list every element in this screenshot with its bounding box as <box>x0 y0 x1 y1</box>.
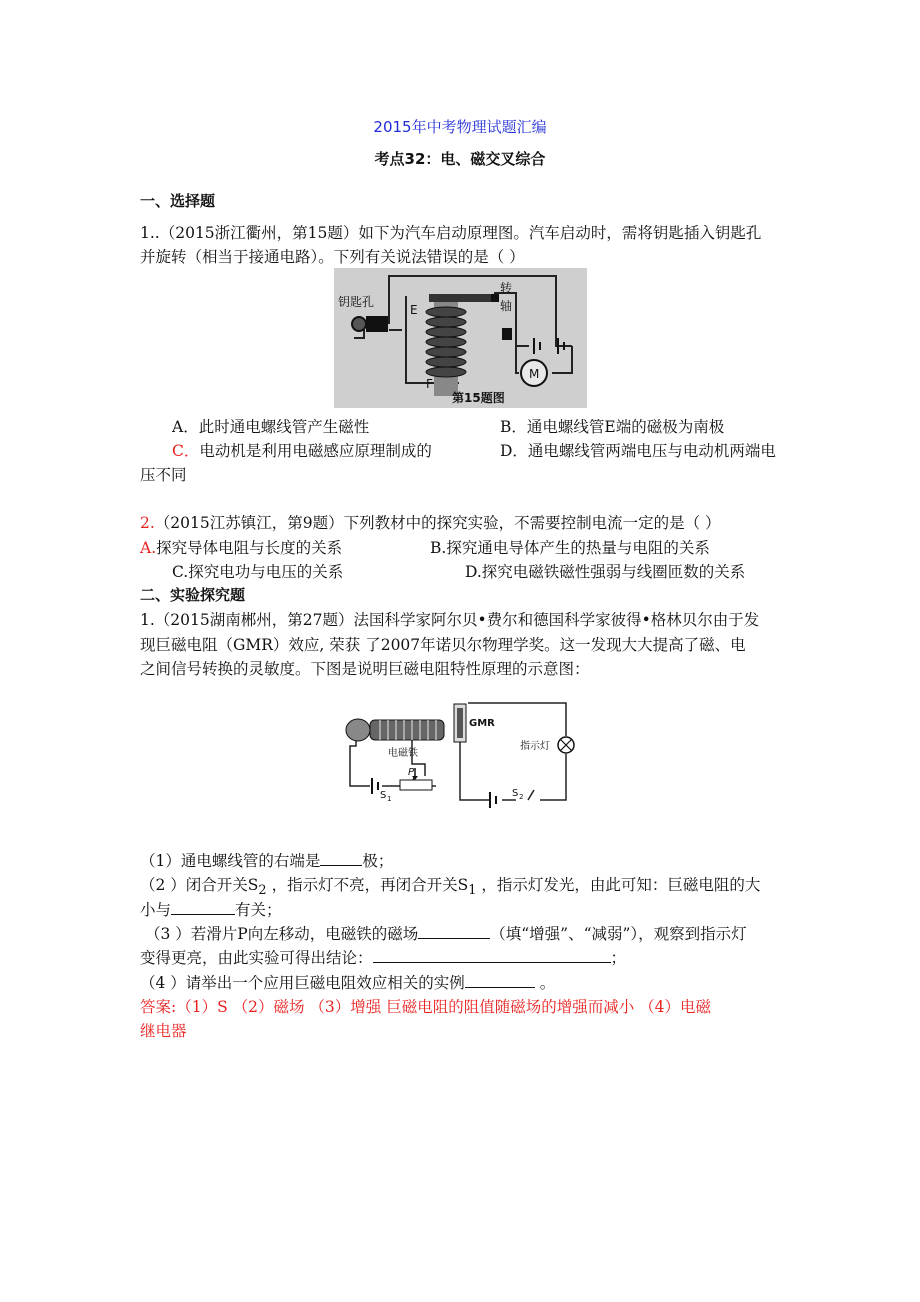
exp-part2-cont <box>140 898 282 920</box>
q2-option-d: D.探究电磁铁磁性强弱与线圈匝数的关系 <box>465 563 746 581</box>
fig1-label-zhuan: 转 <box>500 281 513 295</box>
q1-option-c-letter: C． <box>172 442 200 460</box>
document-title: 2015年中考物理试题汇编 <box>373 118 547 136</box>
blank-5[interactable] <box>465 973 535 988</box>
exp-part3-text-d: ； <box>610 949 627 967</box>
fig2-label-s1-sub: 1 <box>387 795 392 803</box>
fig2-label-s2-sub: 2 <box>519 793 524 801</box>
q1-option-a: A．此时通电螺线管产生磁性 <box>172 418 370 436</box>
exp-part3-text-b: （填“增强”、“减弱”），观察到指示灯 <box>490 925 747 943</box>
exp-part2-text-e: 有关； <box>235 901 282 919</box>
exp-part4 <box>140 971 555 993</box>
blank-1[interactable] <box>320 851 362 866</box>
exp-part1-end: 极； <box>362 852 394 870</box>
exp-part1-text: （1）通电螺线管的右端是 <box>140 852 321 870</box>
fig2-label-s1: S <box>380 790 387 801</box>
q2-number: 2. <box>140 514 155 532</box>
q2-option-c: C.探究电功与电压的关系 <box>172 563 344 581</box>
exp-part3 <box>145 922 747 944</box>
fig2-label-gmr: GMR <box>469 718 495 729</box>
q2-text: （2015江苏镇江，第9题）下列教材中的探究实验，不需要控制电流一定的是（ ） <box>154 514 721 532</box>
exp-part2 <box>140 873 760 898</box>
q1-line2: 并旋转（相当于接通电路）。下列有关说法错误的是（ ） <box>140 248 525 266</box>
fig2-label-p: P <box>408 767 415 778</box>
q1-option-b: B．通电螺线管E端的磁极为南极 <box>500 418 725 436</box>
answer-line2: 继电器 <box>140 1022 187 1040</box>
blank-4[interactable] <box>373 948 611 963</box>
exp-part2-text-b: ，指示灯不亮，再闭合开关S <box>266 876 469 894</box>
fig1-label-m: M <box>529 367 540 381</box>
q1-option-c <box>172 439 432 461</box>
exp-part3-text-c: 变得更亮，由此实验可得出结论： <box>140 949 373 967</box>
exp-part2-text-d: 小与 <box>140 901 172 919</box>
q2-option-b: B.探究通电导体产生的热量与电阻的关系 <box>430 539 710 557</box>
fig2-label-electromagnet: 电磁铁 <box>388 748 418 759</box>
q1-option-d: D．通电螺线管两端电压与电动机两端电 <box>500 442 776 460</box>
fig1-label-e: E <box>410 303 418 317</box>
exp-part2-sub-a: 2 <box>258 883 267 899</box>
exp-q1-line2: 现巨磁电阻（GMR）效应, 荣获 了2007年诺贝尔物理学奖。这一发现大大提高了磁、电 <box>140 636 746 654</box>
starter-circuit-figure <box>334 268 587 408</box>
document-subtitle: 考点32：电、磁交叉综合 <box>374 150 546 168</box>
q2-option-a-text: 探究导体电阻与长度的关系 <box>156 539 343 557</box>
exp-q1-line1: 1.（2015湖南郴州，第27题）法国科学家阿尔贝•费尔和德国科学家彼得•格林贝尔由于发 <box>140 611 760 629</box>
exp-part2-text-a: （2 ）闭合开关S <box>140 876 259 894</box>
exp-part3-text-a: （3 ）若滑片P向左移动，电磁铁的磁场 <box>145 925 419 943</box>
q2-option-a <box>140 536 342 558</box>
fig1-label-keyhole: 钥匙孔 <box>338 295 375 309</box>
answer-line1: 答案:（1）S （2）磁场 （3）增强 巨磁电阻的阻值随磁场的增强而减小 （4）电磁 <box>140 998 711 1016</box>
q1-option-c-text: 电动机是利用电磁感应原理制成的 <box>199 442 432 460</box>
fig2-label-lamp: 指示灯 <box>520 741 550 752</box>
section-heading-experiment: 二、实验探究题 <box>140 586 246 604</box>
exp-part2-text-c: ，指示灯发光，由此可知：巨磁电阻的大 <box>476 876 761 894</box>
gmr-circuit-figure <box>340 698 580 810</box>
exp-part2-sub-b: 1 <box>468 883 477 899</box>
fig1-caption: 第15题图 <box>452 391 505 405</box>
exp-part4-text-a: （4 ）请举出一个应用巨磁电阻效应相关的实例 <box>140 974 465 992</box>
q2-stem <box>140 511 721 533</box>
blank-2[interactable] <box>171 900 235 915</box>
exp-part4-text-b: 。 <box>534 974 556 992</box>
section-heading-choice: 一、选择题 <box>140 192 216 210</box>
q1-option-d-cont: 压不同 <box>140 466 187 484</box>
fig2-label-s2: S <box>512 788 519 799</box>
blank-3[interactable] <box>418 924 490 939</box>
key-icon <box>352 317 366 331</box>
exp-part3-cont <box>140 946 626 968</box>
exp-q1-line3: 之间信号转换的灵敏度。下图是说明巨磁电阻特性原理的示意图： <box>140 660 590 678</box>
q2-option-a-letter: A. <box>140 539 157 557</box>
fig1-label-zhou: 轴 <box>500 299 513 313</box>
fig1-label-f: F <box>426 377 433 391</box>
q1-line1: 1..（2015浙江衢州，第15题）如下为汽车启动原理图。汽车启动时，需将钥匙插入钥匙孔 <box>140 224 762 242</box>
exp-part1 <box>140 849 393 871</box>
